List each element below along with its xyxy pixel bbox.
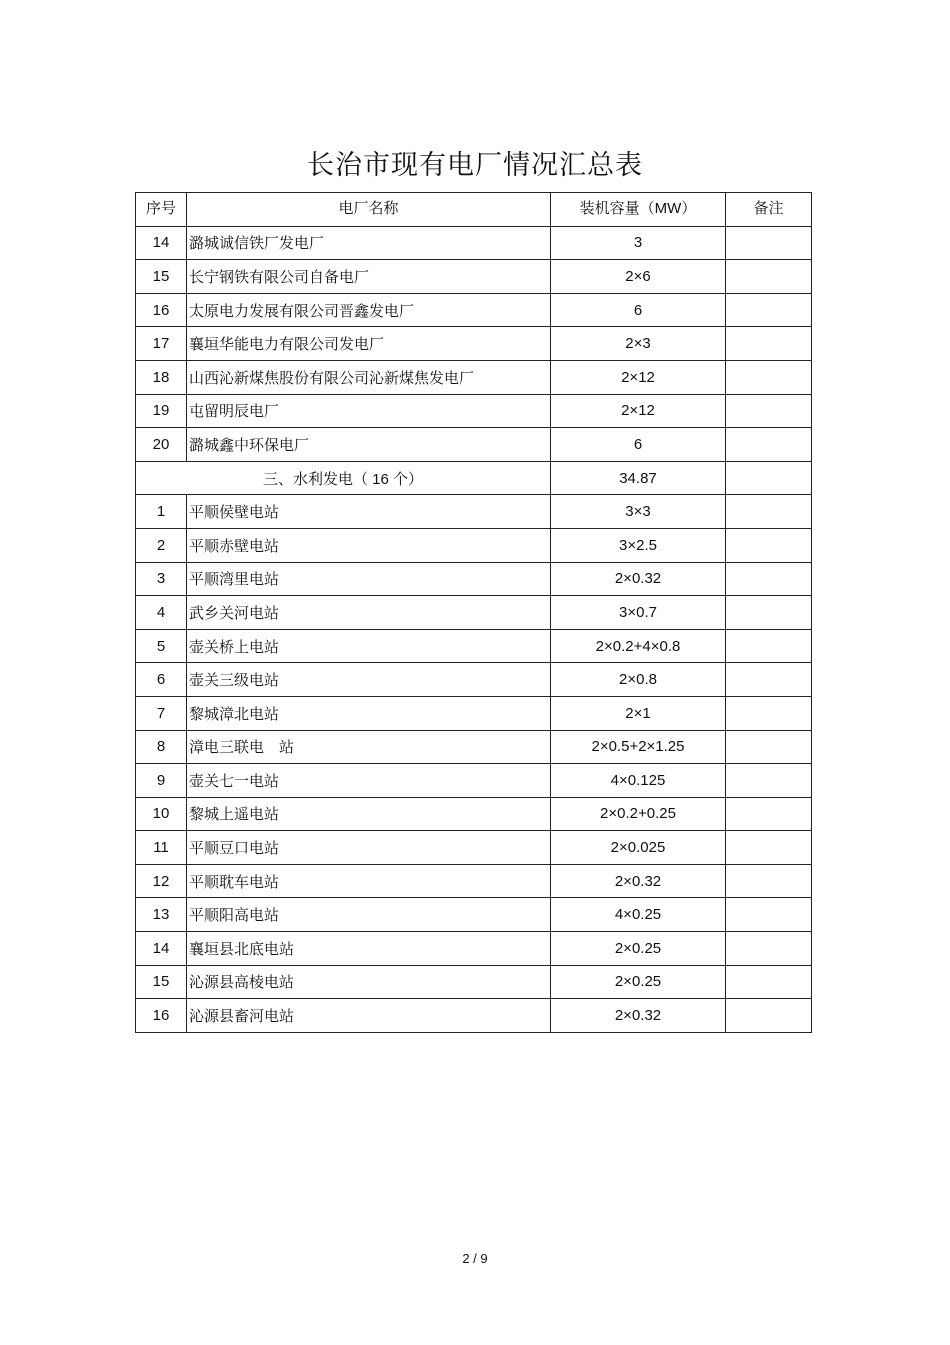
table-body-hydro — [136, 495, 812, 1033]
table-section-hydro — [136, 461, 812, 495]
section-row-hydro — [136, 461, 812, 495]
capacity-value: 2×0.25 — [551, 965, 726, 999]
row-number: 17 — [136, 327, 187, 361]
row-number: 12 — [136, 864, 187, 898]
capacity-value: 2×12 — [551, 394, 726, 428]
plant-name: 漳电三联电 站 — [187, 730, 551, 764]
plant-name: 壶关七一电站 — [187, 764, 551, 798]
row-number: 5 — [136, 629, 187, 663]
capacity-value: 2×0.025 — [551, 831, 726, 865]
row-number: 7 — [136, 696, 187, 730]
row-number: 15 — [136, 965, 187, 999]
capacity-value: 2×1 — [551, 696, 726, 730]
row-number: 3 — [136, 562, 187, 596]
row-number: 1 — [136, 495, 187, 529]
capacity-value: 6 — [551, 293, 726, 327]
note-cell — [726, 596, 812, 630]
table-row — [136, 360, 812, 394]
note-cell — [726, 260, 812, 294]
plant-name: 襄垣县北底电站 — [187, 932, 551, 966]
capacity-value: 4×0.25 — [551, 898, 726, 932]
plant-name: 武乡关河电站 — [187, 596, 551, 630]
row-number: 14 — [136, 932, 187, 966]
plant-name: 平顺侯壁电站 — [187, 495, 551, 529]
row-number: 8 — [136, 730, 187, 764]
table-row — [136, 562, 812, 596]
header-name: 电厂名称 — [187, 193, 551, 227]
table-header-row — [136, 193, 812, 227]
note-cell — [726, 293, 812, 327]
header-capacity: 装机容量（MW） — [551, 193, 726, 227]
plant-name: 沁源县畜河电站 — [187, 999, 551, 1033]
note-cell — [726, 864, 812, 898]
table-row — [136, 999, 812, 1033]
header-note: 备注 — [726, 193, 812, 227]
table-row — [136, 327, 812, 361]
table-row — [136, 730, 812, 764]
header-no: 序号 — [136, 193, 187, 227]
note-cell — [726, 428, 812, 462]
capacity-value: 6 — [551, 428, 726, 462]
row-number: 20 — [136, 428, 187, 462]
capacity-value: 2×0.32 — [551, 864, 726, 898]
capacity-value: 2×0.2+0.25 — [551, 797, 726, 831]
row-number: 14 — [136, 226, 187, 260]
capacity-value: 2×0.2+4×0.8 — [551, 629, 726, 663]
note-cell — [726, 831, 812, 865]
plant-name: 黎城漳北电站 — [187, 696, 551, 730]
note-cell — [726, 730, 812, 764]
row-number: 9 — [136, 764, 187, 798]
note-cell — [726, 663, 812, 697]
row-number: 11 — [136, 831, 187, 865]
table-row — [136, 864, 812, 898]
note-cell — [726, 495, 812, 529]
table-row — [136, 831, 812, 865]
row-number: 16 — [136, 293, 187, 327]
row-number: 19 — [136, 394, 187, 428]
plant-name: 山西沁新煤焦股份有限公司沁新煤焦发电厂 — [187, 360, 551, 394]
row-number: 16 — [136, 999, 187, 1033]
power-plant-table — [135, 192, 812, 1033]
capacity-value: 3 — [551, 226, 726, 260]
plant-name: 屯留明辰电厂 — [187, 394, 551, 428]
row-number: 15 — [136, 260, 187, 294]
table-row — [136, 898, 812, 932]
row-number: 10 — [136, 797, 187, 831]
note-cell — [726, 562, 812, 596]
table-row — [136, 528, 812, 562]
plant-name: 平顺湾里电站 — [187, 562, 551, 596]
note-cell — [726, 360, 812, 394]
plant-name: 沁源县高棱电站 — [187, 965, 551, 999]
capacity-value: 2×3 — [551, 327, 726, 361]
plant-name: 平顺赤壁电站 — [187, 528, 551, 562]
note-cell — [726, 764, 812, 798]
table-row — [136, 932, 812, 966]
note-cell — [726, 394, 812, 428]
plant-name: 平顺阳高电站 — [187, 898, 551, 932]
plant-name: 太原电力发展有限公司晋鑫发电厂 — [187, 293, 551, 327]
note-cell — [726, 629, 812, 663]
note-cell — [726, 528, 812, 562]
plant-name: 潞城鑫中环保电厂 — [187, 428, 551, 462]
capacity-value: 4×0.125 — [551, 764, 726, 798]
table-row — [136, 764, 812, 798]
capacity-value: 2×0.32 — [551, 562, 726, 596]
row-number: 18 — [136, 360, 187, 394]
capacity-value: 3×2.5 — [551, 528, 726, 562]
capacity-value: 2×0.5+2×1.25 — [551, 730, 726, 764]
capacity-value: 2×0.8 — [551, 663, 726, 697]
table-row — [136, 394, 812, 428]
section-capacity: 34.87 — [551, 461, 726, 495]
table-row — [136, 663, 812, 697]
table-row — [136, 226, 812, 260]
section-label: 三、水利发电（ 16 个） — [136, 461, 551, 495]
note-cell — [726, 999, 812, 1033]
note-cell — [726, 797, 812, 831]
row-number: 2 — [136, 528, 187, 562]
row-number: 6 — [136, 663, 187, 697]
table-body-thermal — [136, 226, 812, 461]
table-row — [136, 797, 812, 831]
page-title: 长治市现有电厂情况汇总表 — [307, 150, 643, 181]
row-number: 4 — [136, 596, 187, 630]
note-cell — [726, 327, 812, 361]
table-row — [136, 260, 812, 294]
plant-name: 壶关三级电站 — [187, 663, 551, 697]
plant-name: 潞城诚信铁厂发电厂 — [187, 226, 551, 260]
table-row — [136, 428, 812, 462]
table-row — [136, 965, 812, 999]
plant-name: 长宁钢铁有限公司自备电厂 — [187, 260, 551, 294]
note-cell — [726, 226, 812, 260]
plant-name: 平顺豆口电站 — [187, 831, 551, 865]
plant-name: 平顺耽车电站 — [187, 864, 551, 898]
table-row — [136, 495, 812, 529]
plant-name: 黎城上遥电站 — [187, 797, 551, 831]
page-indicator: 2 / 9 — [462, 1251, 488, 1266]
capacity-value: 2×6 — [551, 260, 726, 294]
capacity-value: 2×0.25 — [551, 932, 726, 966]
note-cell — [726, 965, 812, 999]
capacity-value: 2×0.32 — [551, 999, 726, 1033]
note-cell — [726, 898, 812, 932]
note-cell — [726, 696, 812, 730]
capacity-value: 2×12 — [551, 360, 726, 394]
capacity-value: 3×3 — [551, 495, 726, 529]
table-row — [136, 596, 812, 630]
note-cell — [726, 932, 812, 966]
plant-name: 襄垣华能电力有限公司发电厂 — [187, 327, 551, 361]
row-number: 13 — [136, 898, 187, 932]
table-row — [136, 293, 812, 327]
capacity-value: 3×0.7 — [551, 596, 726, 630]
plant-name: 壶关桥上电站 — [187, 629, 551, 663]
section-note — [726, 461, 812, 495]
table-row — [136, 629, 812, 663]
table-row — [136, 696, 812, 730]
